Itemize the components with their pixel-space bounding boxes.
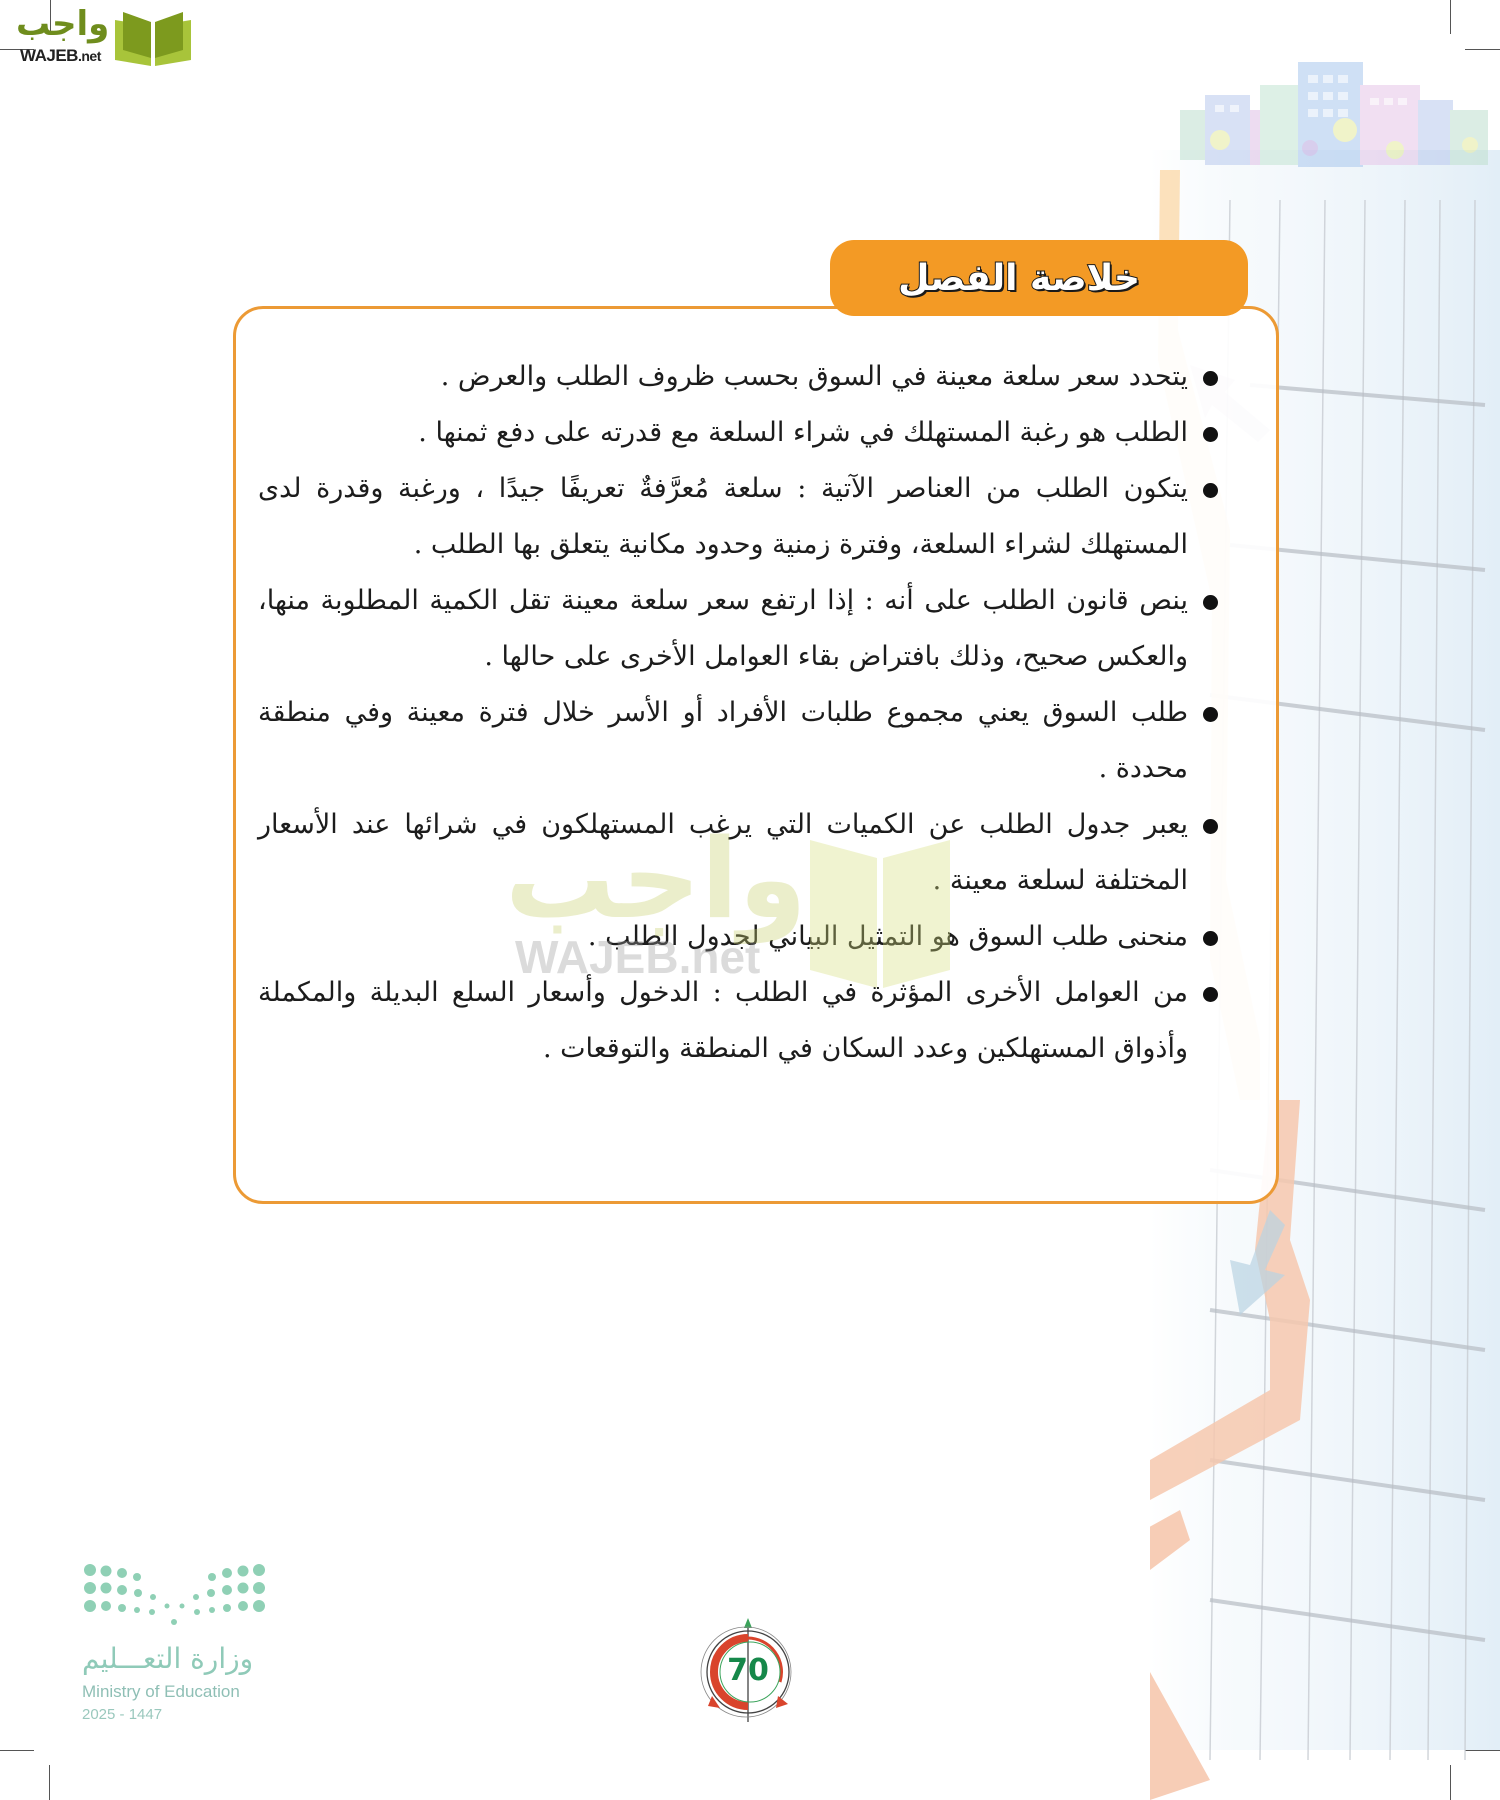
ministry-logo	[82, 1562, 282, 1722]
bullet-icon	[1203, 819, 1218, 834]
summary-item-text: من العوامل الأخرى المؤثرة في الطلب : الدخول وأسعار السلع البديلة والمكملة وأذواق المستهلكين وعدد السكان في المنطقة والتوقعات .	[258, 977, 1188, 1064]
watermark-arabic: واجب	[505, 815, 807, 943]
page-number: 70	[727, 1653, 769, 1688]
bullet-icon	[1203, 707, 1218, 722]
summary-item	[258, 909, 1218, 965]
logo-tld: .net	[77, 48, 101, 64]
summary-item-text: الطلب هو رغبة المستهلك في شراء السلعة مع قدرته على دفع ثمنها .	[418, 417, 1188, 448]
logo-arabic-text: واجب	[16, 4, 110, 44]
bullet-icon	[1203, 987, 1218, 1002]
crop-mark	[49, 1765, 50, 1800]
summary-item-text: ينص قانون الطلب على أنه : إذا ارتفع سعر سلعة معينة تقل الكمية المطلوبة منها، والعكس صحيح، وذلك بافتراض بقاء العوامل الأخرى على حالها .	[258, 585, 1188, 672]
ministry-dots-emblem	[82, 1562, 267, 1632]
page-number-badge	[698, 1616, 798, 1726]
summary-item-text: طلب السوق يعني مجموع طلبات الأفراد أو الأسر خلال فترة معينة وفي منطقة محددة .	[258, 697, 1188, 784]
summary-list	[258, 349, 1218, 1077]
summary-item-text: يعبر جدول الطلب عن الكميات التي يرغب المستهلكون في شرائها عند الأسعار المختلفة لسلعة معينة .	[258, 809, 1188, 896]
crop-mark	[0, 1750, 34, 1751]
open-book-icon	[113, 8, 193, 68]
watermark-latin: WAJEB.net	[515, 931, 761, 983]
bullet-icon	[1203, 371, 1218, 386]
summary-item	[258, 965, 1218, 1077]
summary-item	[258, 349, 1218, 405]
ministry-year: 2025 - 1447	[82, 1706, 163, 1723]
logo-latin-name: WAJEB	[20, 46, 78, 65]
summary-item	[258, 797, 1218, 909]
summary-item-text: يتكون الطلب من العناصر الآتية : سلعة مُعرَّفةٌ تعريفًا جيدًا ، ورغبة وقدرة لدى المستهلك لشراء السلعة، وفترة زمنية وحدود مكانية يتعلق بها الطلب .	[258, 473, 1188, 560]
bullet-icon	[1203, 595, 1218, 610]
summary-box	[233, 306, 1279, 1204]
ministry-name-english: Ministry of Education	[82, 1682, 240, 1701]
summary-item	[258, 405, 1218, 461]
summary-item	[258, 461, 1218, 573]
bullet-icon	[1203, 483, 1218, 498]
summary-item-text: يتحدد سعر سلعة معينة في السوق بحسب ظروف الطلب والعرض .	[440, 361, 1188, 392]
section-title: خلاصة الفصل	[898, 257, 1140, 299]
wajeb-logo[interactable]	[8, 4, 193, 70]
cityscape-illustration	[1160, 40, 1490, 180]
ministry-name-arabic: وزارة التعـــليم	[82, 1642, 254, 1675]
logo-latin-text	[20, 46, 101, 66]
summary-item-text: منحنى طلب السوق هو التمثيل البياني لجدول الطلب .	[587, 921, 1188, 952]
bullet-icon	[1203, 931, 1218, 946]
section-title-tab	[830, 240, 1248, 316]
summary-item	[258, 685, 1218, 797]
bullet-icon	[1203, 427, 1218, 442]
summary-item	[258, 573, 1218, 685]
